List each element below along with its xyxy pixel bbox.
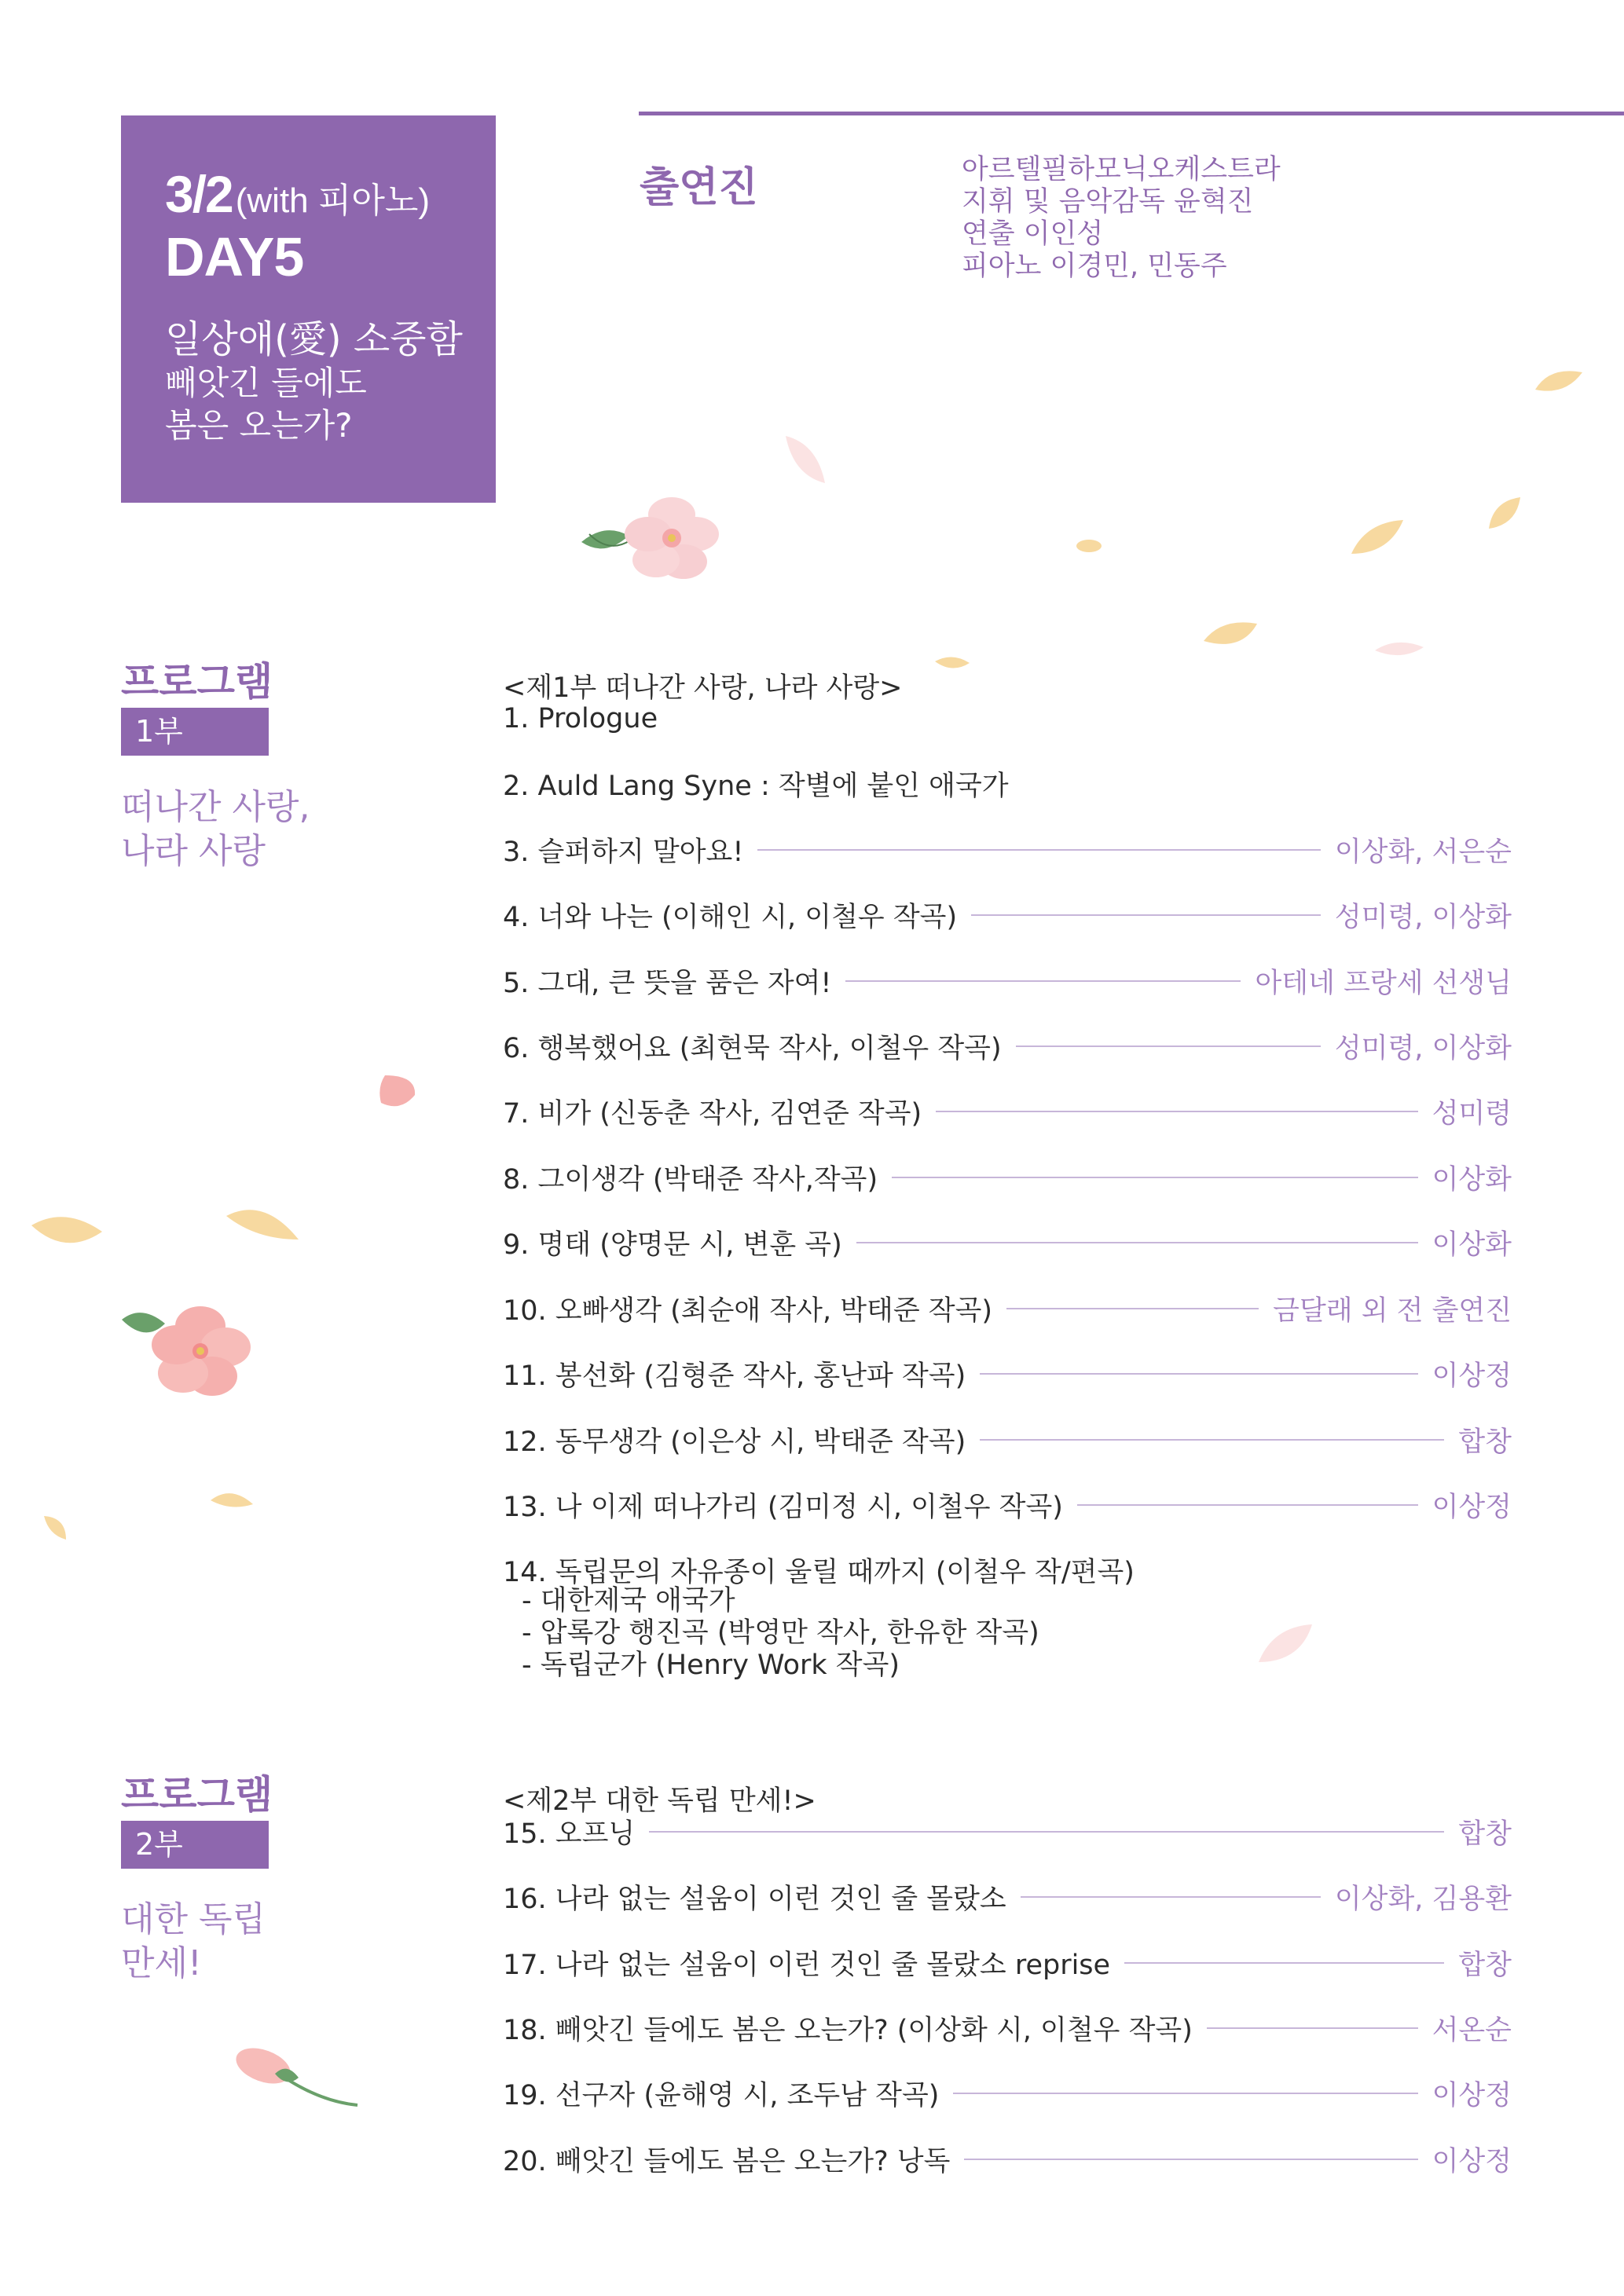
sub-item: - 압록강 행진곡 (박영만 작사, 한유한 작곡) bbox=[522, 1617, 1039, 1649]
program-item bbox=[503, 1291, 1512, 1327]
leader-line bbox=[964, 2159, 1417, 2160]
program-item-performer: 이상화, 김용환 bbox=[1334, 1884, 1512, 1915]
cast-heading: 출연진 bbox=[640, 164, 758, 211]
program-item bbox=[503, 1552, 1512, 1588]
petal-icon bbox=[377, 1071, 420, 1112]
top-divider bbox=[639, 112, 1624, 115]
program-item-performer: 합창 bbox=[1458, 1950, 1512, 1981]
cast-member: 연출 이인성 bbox=[962, 218, 1104, 250]
leader-line bbox=[757, 849, 1321, 851]
cast-list bbox=[962, 154, 1281, 283]
sub-item: - 독립군가 (Henry Work 작곡) bbox=[522, 1650, 900, 1681]
program-item-title: 13. 나 이제 떠나가리 (김미정 시, 이철우 작곡) bbox=[503, 1492, 1063, 1523]
program-item-title: 10. 오빠생각 (최순애 작사, 박태준 작곡) bbox=[503, 1295, 993, 1327]
program-item-title: 11. 봉선화 (김형준 작사, 홍난파 작곡) bbox=[503, 1360, 966, 1392]
event-date: 3/2(with 피아노) bbox=[165, 165, 431, 223]
cast-member: 아르텔필하모닉오케스트라 bbox=[962, 154, 1281, 185]
leader-line bbox=[1006, 1308, 1259, 1309]
cast-member: 지휘 및 음악감독 윤혁진 bbox=[962, 186, 1254, 218]
program-item bbox=[503, 1814, 1512, 1850]
program-item-title: 18. 빼앗긴 들에도 봄은 오는가? (이상화 시, 이철우 작곡) bbox=[503, 2015, 1193, 2046]
petal-icon bbox=[30, 1210, 104, 1254]
leader-line bbox=[971, 914, 1321, 916]
program-item bbox=[503, 2010, 1512, 2046]
program-item bbox=[503, 1945, 1512, 1981]
sub-item: - 대한제국 애국가 bbox=[522, 1585, 735, 1617]
event-theme: 일상애(愛) 소중함 bbox=[165, 317, 463, 361]
program-item-title: 4. 너와 나는 (이해인 시, 이철우 작곡) bbox=[503, 902, 958, 933]
program-item-performer: 이상화, 서은순 bbox=[1334, 837, 1512, 868]
petal-icon bbox=[1485, 493, 1524, 533]
program-item bbox=[503, 1356, 1512, 1392]
program-item bbox=[503, 897, 1512, 933]
program-item-title: 19. 선구자 (윤해영 시, 조두남 작곡) bbox=[503, 2080, 940, 2111]
program-item-performer: 성미령 bbox=[1432, 1098, 1512, 1130]
program-item-performer: 성미령, 이상화 bbox=[1334, 1033, 1512, 1064]
program-item-performer: 합창 bbox=[1458, 1426, 1512, 1458]
program-label-part2: 프로그램 bbox=[121, 1772, 273, 1818]
part-name-2: 대한 독립 만세! bbox=[121, 1899, 266, 1983]
program-item bbox=[503, 1422, 1512, 1458]
part-badge-2: 2부 bbox=[121, 1821, 269, 1869]
program-item bbox=[503, 1879, 1512, 1915]
leader-line bbox=[953, 2093, 1417, 2094]
program-item bbox=[503, 701, 1512, 737]
cast-member: 피아노 이경민, 민동주 bbox=[962, 251, 1227, 282]
petal-icon bbox=[1534, 366, 1584, 397]
program-label-part1: 프로그램 bbox=[121, 659, 273, 705]
program-item-performer: 이상정 bbox=[1432, 2080, 1512, 2111]
program-item-performer: 아테네 프랑세 선생님 bbox=[1255, 968, 1512, 999]
program-item-performer: 서온순 bbox=[1432, 2015, 1512, 2046]
petal-icon bbox=[225, 1200, 300, 1244]
program-item bbox=[503, 1093, 1512, 1130]
leader-line bbox=[892, 1177, 1417, 1178]
program-item bbox=[503, 2075, 1512, 2111]
leader-line bbox=[936, 1111, 1417, 1112]
petal-icon bbox=[1373, 636, 1425, 661]
program-item bbox=[503, 1159, 1512, 1196]
program-item-performer: 성미령, 이상화 bbox=[1334, 902, 1512, 933]
leader-line bbox=[980, 1373, 1417, 1375]
program-item bbox=[503, 1487, 1512, 1523]
event-subtitle: 빼앗긴 들에도 봄은 오는가? bbox=[165, 364, 367, 445]
program-item-performer: 이상정 bbox=[1432, 1360, 1512, 1392]
leader-line bbox=[856, 1242, 1418, 1243]
program-item-title: 7. 비가 (신동춘 작사, 김연준 작곡) bbox=[503, 1098, 922, 1130]
leader-line bbox=[1077, 1504, 1418, 1506]
event-day: DAY5 bbox=[165, 226, 304, 287]
program-item-title: 15. 오프닝 bbox=[503, 1818, 636, 1850]
flower-icon bbox=[574, 479, 731, 597]
program-item bbox=[503, 1225, 1512, 1261]
petal-icon bbox=[1075, 537, 1103, 555]
section-heading-part2: <제2부 대한 독립 만세!> bbox=[503, 1785, 816, 1817]
petal-icon bbox=[1257, 1623, 1314, 1668]
program-item-title: 2. Auld Lang Syne : 작별에 붙인 애국가 bbox=[503, 771, 1009, 802]
program-item-title: 12. 동무생각 (이은상 시, 박태준 작곡) bbox=[503, 1426, 966, 1458]
day-header-box bbox=[121, 115, 496, 503]
program-item bbox=[503, 766, 1512, 802]
petal-icon bbox=[782, 432, 829, 487]
program-item-performer: 이상정 bbox=[1432, 2146, 1512, 2177]
program-item-title: 3. 슬퍼하지 말아요! bbox=[503, 837, 744, 868]
program-item bbox=[503, 1028, 1512, 1064]
petal-icon bbox=[42, 1513, 69, 1541]
leader-line bbox=[1207, 2027, 1418, 2029]
program-item-title: 1. Prologue bbox=[503, 703, 658, 734]
petal-icon bbox=[933, 652, 971, 674]
program-item-title: 14. 독립문의 자유종이 울릴 때까지 (이철우 작/편곡) bbox=[503, 1557, 1135, 1588]
part-badge-1: 1부 bbox=[121, 708, 269, 756]
leader-line bbox=[1021, 1896, 1321, 1898]
flower-bud-icon bbox=[232, 2042, 365, 2121]
flower-icon bbox=[118, 1288, 259, 1406]
leader-line bbox=[845, 980, 1241, 982]
part-name-1: 떠나간 사랑, 나라 사랑 bbox=[121, 787, 310, 871]
program-item-performer: 이상정 bbox=[1432, 1492, 1512, 1523]
program-item-title: 16. 나라 없는 설움이 이런 것인 줄 몰랐소 bbox=[503, 1884, 1006, 1915]
leader-line bbox=[649, 1831, 1444, 1833]
program-item-performer: 이상화 bbox=[1432, 1164, 1512, 1196]
leader-line bbox=[1016, 1045, 1321, 1047]
program-item-title: 8. 그이생각 (박태준 작사,작곡) bbox=[503, 1164, 878, 1196]
section-heading-part1: <제1부 떠나간 사랑, 나라 사랑> bbox=[503, 672, 903, 704]
program-item-performer: 합창 bbox=[1458, 1818, 1512, 1850]
program-item-title: 6. 행복했어요 (최현묵 작사, 이철우 작곡) bbox=[503, 1033, 1002, 1064]
program-item-title: 9. 명태 (양명문 시, 변훈 곡) bbox=[503, 1229, 842, 1261]
item14-sublist bbox=[522, 1585, 1039, 1682]
leader-line bbox=[1124, 1962, 1444, 1964]
petal-icon bbox=[209, 1485, 255, 1511]
program-item-title: 20. 빼앗긴 들에도 봄은 오는가? 낭독 bbox=[503, 2146, 951, 2177]
program-item-title: 5. 그대, 큰 뜻을 품은 자여! bbox=[503, 968, 832, 999]
program-item-performer: 금달래 외 전 출연진 bbox=[1273, 1295, 1512, 1327]
program-item-title: 17. 나라 없는 설움이 이런 것인 줄 몰랐소 reprise bbox=[503, 1950, 1111, 1981]
leader-line bbox=[980, 1439, 1444, 1441]
program-item-performer: 이상화 bbox=[1432, 1229, 1512, 1261]
program-item bbox=[503, 2141, 1512, 2177]
petal-icon bbox=[1202, 617, 1259, 652]
program-item bbox=[503, 963, 1512, 999]
petal-icon bbox=[1350, 518, 1405, 558]
program-item bbox=[503, 832, 1512, 868]
